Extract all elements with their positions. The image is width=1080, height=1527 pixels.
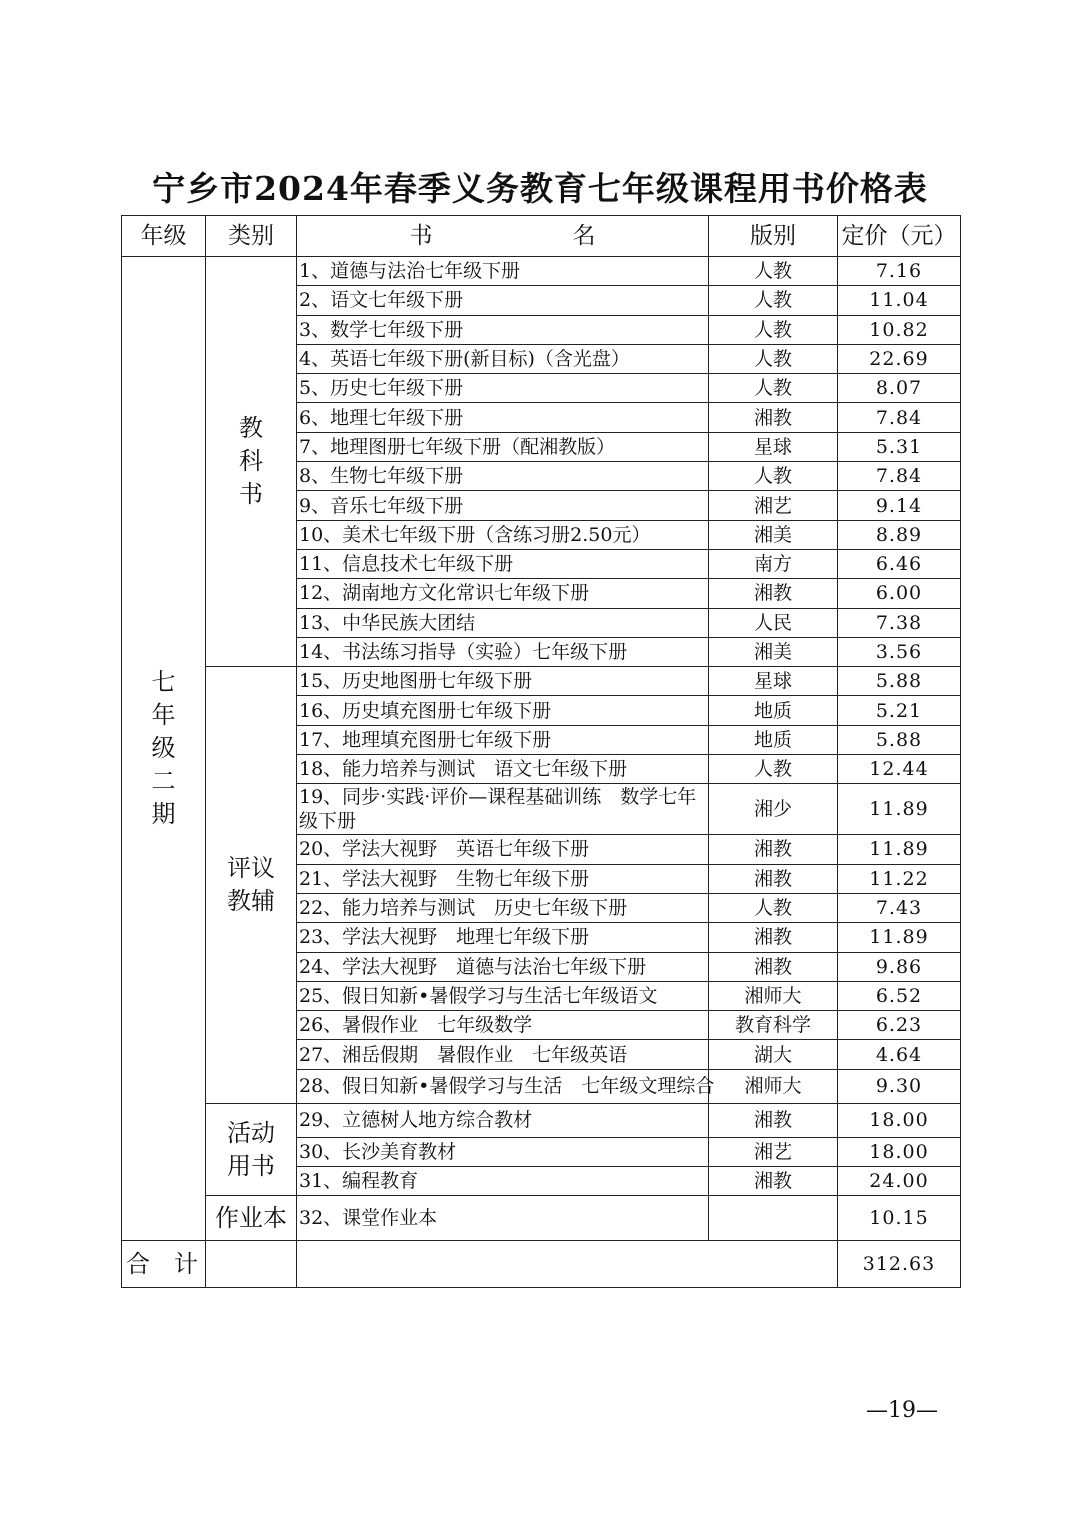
header-grade: 年级 (122, 216, 206, 257)
header-price: 定价（元） (838, 216, 961, 257)
price: 6.23 (838, 1011, 961, 1040)
category-activity (206, 1103, 297, 1196)
grade-label-char: 年 (151, 701, 176, 730)
publisher: 星球 (709, 667, 838, 696)
page-title: 宁乡市2024年春季义务教育七年级课程用书价格表 (152, 169, 928, 208)
price: 4.64 (838, 1040, 961, 1069)
book-name: 7、地理图册七年级下册（配湘教版） (297, 432, 709, 461)
book-name: 15、历史地图册七年级下册 (297, 667, 709, 696)
price: 5.88 (838, 667, 961, 696)
header-book-name-part1: 书 (409, 223, 433, 249)
publisher: 湘教 (709, 403, 838, 432)
publisher: 地质 (709, 725, 838, 754)
book-name: 31、编程教育 (297, 1167, 709, 1196)
publisher: 人教 (709, 374, 838, 403)
grade-label-char: 七 (151, 668, 176, 697)
price: 22.69 (838, 344, 961, 373)
book-name: 17、地理填充图册七年级下册 (297, 725, 709, 754)
price: 5.31 (838, 432, 961, 461)
price: 9.30 (838, 1069, 961, 1103)
publisher: 人教 (709, 257, 838, 286)
publisher: 湘艺 (709, 491, 838, 520)
publisher: 湘教 (709, 579, 838, 608)
price: 3.56 (838, 637, 961, 666)
book-name: 16、历史填充图册七年级下册 (297, 696, 709, 725)
publisher: 人民 (709, 608, 838, 637)
price: 7.84 (838, 403, 961, 432)
book-name: 28、假日知新•暑假学习与生活 七年级文理综合 (297, 1069, 709, 1103)
price: 18.00 (838, 1137, 961, 1166)
book-name: 18、能力培养与测试 语文七年级下册 (297, 755, 709, 784)
publisher: 湘师大 (709, 1069, 838, 1103)
category-activity-char: 用书 (227, 1151, 275, 1180)
publisher: 湘教 (709, 835, 838, 864)
price: 11.89 (838, 784, 961, 835)
header-book-name-part2: 名 (572, 223, 596, 249)
publisher: 湘教 (709, 1167, 838, 1196)
publisher: 地质 (709, 696, 838, 725)
publisher: 湘美 (709, 637, 838, 666)
total-empty-name (297, 1241, 838, 1288)
publisher: 人教 (709, 755, 838, 784)
price: 7.16 (838, 257, 961, 286)
publisher: 人教 (709, 462, 838, 491)
publisher: 湘教 (709, 1103, 838, 1137)
price: 9.86 (838, 952, 961, 981)
publisher: 湘少 (709, 784, 838, 835)
price: 6.00 (838, 579, 961, 608)
price: 7.84 (838, 462, 961, 491)
publisher: 人教 (709, 286, 838, 315)
book-name: 25、假日知新•暑假学习与生活七年级语文 (297, 981, 709, 1010)
publisher: 湘艺 (709, 1137, 838, 1166)
total-row (122, 1241, 961, 1288)
price: 8.07 (838, 374, 961, 403)
publisher (709, 1196, 838, 1241)
price: 11.22 (838, 864, 961, 893)
publisher: 人教 (709, 893, 838, 922)
grade-cell (122, 257, 206, 1241)
total-price: 312.63 (838, 1241, 961, 1288)
price: 12.44 (838, 755, 961, 784)
category-homework: 作业本 (206, 1196, 297, 1241)
book-name: 24、学法大视野 道德与法治七年级下册 (297, 952, 709, 981)
price: 7.43 (838, 893, 961, 922)
page-number: —19— (866, 1398, 938, 1423)
category-textbook-char: 科 (239, 447, 263, 476)
total-label-text: 合计 (126, 1250, 222, 1279)
publisher: 湖大 (709, 1040, 838, 1069)
publisher: 星球 (709, 432, 838, 461)
publisher: 湘美 (709, 520, 838, 549)
category-review (206, 667, 297, 1104)
table-row (122, 667, 961, 696)
price: 7.38 (838, 608, 961, 637)
book-name: 32、课堂作业本 (297, 1196, 709, 1241)
header-category: 类别 (206, 216, 297, 257)
book-name: 12、湖南地方文化常识七年级下册 (297, 579, 709, 608)
book-name: 19、同步·实践·评价—课程基础训练 数学七年级下册 (297, 784, 709, 835)
publisher: 湘教 (709, 864, 838, 893)
book-name: 10、美术七年级下册（含练习册2.50元） (297, 520, 709, 549)
price: 24.00 (838, 1167, 961, 1196)
price-table (121, 215, 961, 1288)
book-name: 21、学法大视野 生物七年级下册 (297, 864, 709, 893)
book-name: 22、能力培养与测试 历史七年级下册 (297, 893, 709, 922)
category-review-char: 教辅 (227, 886, 275, 915)
grade-label-char: 期 (151, 800, 176, 829)
table-row (122, 257, 961, 286)
category-textbook-char: 教 (239, 414, 263, 443)
header-book-name (297, 216, 709, 257)
price: 5.88 (838, 725, 961, 754)
book-name: 29、立德树人地方综合教材 (297, 1103, 709, 1137)
book-name: 6、地理七年级下册 (297, 403, 709, 432)
grade-label-char: 级 (151, 734, 176, 763)
publisher: 湘教 (709, 923, 838, 952)
price: 8.89 (838, 520, 961, 549)
category-textbook-char: 书 (239, 480, 263, 509)
table-row (122, 1196, 961, 1241)
grade-label-char: 二 (151, 767, 176, 796)
book-name: 11、信息技术七年级下册 (297, 549, 709, 578)
book-name: 30、长沙美育教材 (297, 1137, 709, 1166)
book-name: 26、暑假作业 七年级数学 (297, 1011, 709, 1040)
price: 5.21 (838, 696, 961, 725)
category-review-char: 评议 (227, 853, 275, 882)
price: 9.14 (838, 491, 961, 520)
book-name: 4、英语七年级下册(新目标)（含光盘） (297, 344, 709, 373)
header-row (122, 216, 961, 257)
book-name: 5、历史七年级下册 (297, 374, 709, 403)
book-name: 8、生物七年级下册 (297, 462, 709, 491)
book-name: 1、道德与法治七年级下册 (297, 257, 709, 286)
publisher: 湘师大 (709, 981, 838, 1010)
price: 6.52 (838, 981, 961, 1010)
book-name: 2、语文七年级下册 (297, 286, 709, 315)
book-name: 3、数学七年级下册 (297, 315, 709, 344)
price: 11.89 (838, 923, 961, 952)
price: 18.00 (838, 1103, 961, 1137)
category-textbook (206, 257, 297, 667)
price: 11.89 (838, 835, 961, 864)
price: 6.46 (838, 549, 961, 578)
book-name: 20、学法大视野 英语七年级下册 (297, 835, 709, 864)
table-row (122, 1103, 961, 1137)
publisher: 人教 (709, 315, 838, 344)
book-name: 14、书法练习指导（实验）七年级下册 (297, 637, 709, 666)
category-activity-char: 活动 (227, 1118, 275, 1147)
price: 11.04 (838, 286, 961, 315)
total-label (122, 1241, 222, 1288)
publisher: 人教 (709, 344, 838, 373)
book-name: 23、学法大视野 地理七年级下册 (297, 923, 709, 952)
publisher: 南方 (709, 549, 838, 578)
header-publisher: 版别 (709, 216, 838, 257)
price: 10.82 (838, 315, 961, 344)
book-name: 9、音乐七年级下册 (297, 491, 709, 520)
publisher: 教育科学 (709, 1011, 838, 1040)
publisher: 湘教 (709, 952, 838, 981)
book-name: 13、中华民族大团结 (297, 608, 709, 637)
price: 10.15 (838, 1196, 961, 1241)
book-name: 27、湘岳假期 暑假作业 七年级英语 (297, 1040, 709, 1069)
